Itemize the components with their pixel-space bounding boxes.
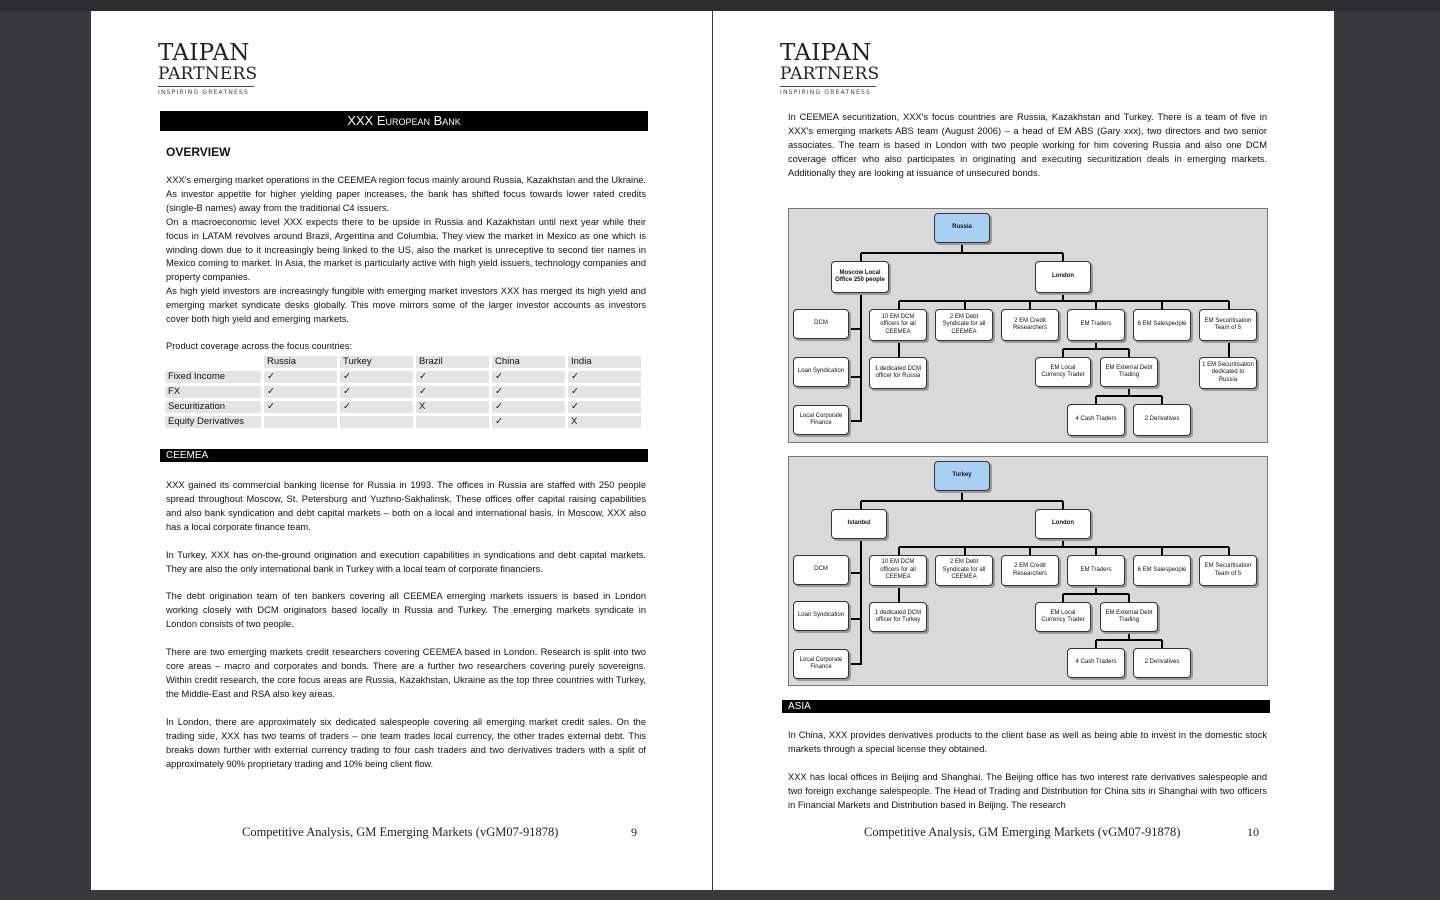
em-debt-syndicate-node: 2 EM Debt Syndicate for all CEEMEA	[935, 555, 993, 586]
row-header: Equity Derivatives	[165, 416, 261, 428]
logo-line-1: TAIPAN	[780, 40, 872, 66]
table-cell: ✓	[340, 386, 413, 398]
column-header: Russia	[264, 356, 337, 368]
table-row	[165, 401, 641, 413]
em-credit-researchers-node: 2 EM Credit Researchers	[1001, 309, 1059, 341]
column-header: Turkey	[340, 356, 413, 368]
table-cell: ✓	[492, 401, 565, 413]
ceemea-paragraph: XXX gained its commercial banking license for Russia in 1993. The offices in Russia are staffed with 250 people spread throughout Moscow, St. Petersburg and Yuzhno-Sakhalinsk. These offices offer capital raising capabilities and also bank syndication and debt capital markets – both on a local and international basis. In Moscow, XXX also has a local corporate finance team.	[166, 480, 646, 532]
overview-heading: OVERVIEW	[166, 145, 231, 159]
dedicated-dcm-officer-node: 1 dedicated DCM officer for Russia	[869, 357, 927, 389]
derivatives-node: 2 Derivatives	[1133, 404, 1191, 436]
asia-paragraph: XXX has local offices in Beijing and Shanghai. The Beijing office has two interest rate derivatives salespeople and two foreign exchange salespeople. The Head of Trading and Distribution for China sits in Shanghai with two officers in Financial Markets and Distribution based in Beijing. The research	[788, 771, 1267, 810]
asia-text	[788, 729, 1267, 813]
table-cell: ✓	[492, 371, 565, 383]
ceemea-paragraph: In Turkey, XXX has on-the-ground origination and execution capabilities in syndications and debt capital markets. They are also the only international bank in Turkey with a local team of corporate financiers.	[166, 549, 646, 574]
column-header: China	[492, 356, 565, 368]
em-external-debt-trading-node: EM External Debt Trading	[1100, 602, 1158, 632]
row-header: Securitization	[165, 401, 261, 413]
table-row	[165, 371, 641, 383]
table-cell: X	[416, 401, 489, 413]
table-row	[165, 416, 641, 428]
ceemea-text	[166, 479, 646, 771]
table-cell: ✓	[340, 401, 413, 413]
ceemea-paragraph: There are two emerging markets credit researchers covering CEEMEA based in London. Research is split into two core areas – macro and corporates and bonds. There are a further two researchers covering purely sovereigns. Within credit research, the core focus areas are Russia, Kazakhstan, Ukraine as the top three countries with Turkey, the Middle-East and RSA also key areas.	[166, 647, 646, 699]
coverage-label: Product coverage across the focus countries:	[166, 341, 353, 351]
table-cell: ✓	[416, 386, 489, 398]
asia-paragraph: In China, XXX provides derivatives products to the client base as well as being able to invest in the domestic stock markets through a special license they obtained.	[788, 730, 1267, 754]
table-row	[165, 386, 641, 398]
page-number: 10	[1247, 825, 1259, 839]
em-securitisation-node: EM Securitisation Team of 5	[1199, 309, 1257, 341]
loan-syndication-node: Loan Syndication	[793, 601, 849, 631]
em-local-currency-trader-node: EM Local Currency Trader	[1035, 357, 1091, 387]
overview-text	[166, 174, 646, 327]
page-footer: Competitive Analysis, GM Emerging Markets (vGM07-91878)	[864, 825, 1181, 839]
logo-line-1: TAIPAN	[158, 40, 250, 66]
securitization-intro	[788, 111, 1267, 181]
em-traders-node: EM Traders	[1067, 309, 1125, 341]
table-header-row	[165, 356, 641, 368]
table-cell: ✓	[264, 401, 337, 413]
table-cell: X	[568, 416, 641, 428]
logo-tagline: INSPIRING GREATNESS	[158, 86, 254, 96]
row-header: FX	[165, 386, 261, 398]
ceemea-section-bar: CEEMEA	[160, 449, 648, 462]
istanbul-node: Istanbul	[831, 509, 887, 539]
table-cell: ✓	[492, 386, 565, 398]
loan-syndication-node: Loan Syndication	[793, 357, 849, 387]
intro-paragraph: In CEEMEA securitization, XXX's focus countries are Russia, Kazakhstan and Turkey. There is a team of five in XXX's emerging markets ABS team (August 2006) – a head of EM ABS (Gary xxx), two directors and two senior associates. The team is based in London with two people working for him covering Russia and also one DCM coverage officer who also participates in originating and executing securitization deals in emerging markets. Additionally they are looking at issuance of unsecured bonds.	[788, 112, 1267, 178]
overview-paragraph: On a macroeconomic level XXX expects there to be upside in Russia and Kazakhstan until next year while their focus in LATAM revolves around Brazil, Argentina and Columbia. They view the market in Mexico as one which is winding down due to it increasingly being linked to the US, also the market is unreceptive to second tier names in Mexico coming to market. In Asia, the market is particularly active with high yield issuers, technology companies and property companies.	[166, 216, 646, 283]
table-cell: ✓	[568, 401, 641, 413]
em-traders-node: EM Traders	[1067, 555, 1125, 586]
table-cell: ✓	[416, 371, 489, 383]
em-dcm-officers-node: 10 EM DCM officers for all CEEMEA	[869, 555, 927, 586]
local-corporate-finance-node: Local Corporate Finance	[793, 405, 849, 435]
russia-org-chart	[788, 208, 1268, 443]
em-dcm-officers-node: 10 EM DCM officers for all CEEMEA	[869, 309, 927, 341]
dcm-node: DCM	[793, 309, 849, 339]
column-header: Brazil	[416, 356, 489, 368]
em-securitisation-russia-node: 1 EM Securitisation dedicated to Russia	[1199, 357, 1257, 389]
russia-root-node: Russia	[934, 213, 990, 243]
local-corporate-finance-node: Local Corporate Finance	[793, 649, 849, 679]
em-securitisation-node: EM Securitisation Team of 5	[1199, 555, 1257, 586]
taipan-partners-logo	[780, 41, 890, 96]
page-number: 9	[631, 825, 637, 839]
em-salespeople-node: 6 EM Salespeople	[1133, 555, 1191, 586]
turkey-root-node: Turkey	[934, 461, 990, 491]
turkey-org-chart	[788, 456, 1268, 686]
moscow-local-office-node: Moscow Local Office 250 people	[831, 261, 889, 293]
page-footer: Competitive Analysis, GM Emerging Markets (vGM07-91878)	[242, 825, 559, 839]
em-salespeople-node: 6 EM Salespeople	[1133, 309, 1191, 341]
em-local-currency-trader-node: EM Local Currency Trader	[1035, 602, 1091, 632]
em-credit-researchers-node: 2 EM Credit Researchers	[1001, 555, 1059, 586]
table-cell	[416, 416, 489, 428]
product-coverage-table	[162, 353, 644, 431]
table-cell: ✓	[492, 416, 565, 428]
column-header: India	[568, 356, 641, 368]
dcm-node: DCM	[793, 555, 849, 585]
table-cell	[264, 416, 337, 428]
overview-paragraph: XXX's emerging market operations in the CEEMEA region focus mainly around Russia, Kazakhstan and the Ukraine. As investor appetite for higher yielding paper increases, the bank has shifted focus towards lower rated credits (single-B names) away from the traditional C4 issuers.	[166, 175, 646, 213]
document-page-9	[91, 11, 712, 890]
table-cell	[340, 416, 413, 428]
row-header: Fixed Income	[165, 371, 261, 383]
asia-section-bar: ASIA	[782, 700, 1270, 713]
derivatives-node: 2 Derivatives	[1133, 648, 1191, 678]
london-node: London	[1035, 509, 1091, 539]
dedicated-dcm-officer-node: 1 dedicated DCM officer for Turkey	[869, 602, 927, 632]
bank-title-bar: XXX European Bank	[160, 111, 648, 131]
ceemea-paragraph: The debt origination team of ten bankers covering all CEEMEA emerging markets issuers is based in London working closely with DCM originators based locally in Russia and Turkey. The emerging markets syndicate in London consists of two people.	[166, 591, 646, 630]
cash-traders-node: 4 Cash Traders	[1067, 404, 1125, 436]
em-debt-syndicate-node: 2 EM Debt Syndicate for all CEEMEA	[935, 309, 993, 341]
table-cell: ✓	[568, 386, 641, 398]
overview-paragraph: As high yield investors are increasingly fungible with emerging market investors XXX has merged its high yield and emerging market syndicate desks globally. This move mirrors some of the larger investor accounts as investors cover both high yield and emerging markets.	[166, 286, 646, 325]
ceemea-paragraph: In London, there are approximately six dedicated salespeople covering all emerging market credit sales. On the trading side, XXX has two teams of traders – one team trades local currency, the other trades external debt. This breaks down further with external currency trading to four cash traders and two derivatives traders with a split of approximately 90% proprietary trading and 10% being client flow.	[166, 716, 646, 769]
em-external-debt-trading-node: EM External Debt Trading	[1100, 357, 1158, 387]
table-cell: ✓	[568, 371, 641, 383]
table-cell: ✓	[264, 371, 337, 383]
logo-tagline: INSPIRING GREATNESS	[780, 86, 876, 96]
table-corner	[165, 356, 261, 368]
taipan-partners-logo	[158, 41, 268, 96]
table-cell: ✓	[340, 371, 413, 383]
viewer-top-strip	[0, 0, 1440, 11]
logo-line-2: PARTNERS	[780, 64, 880, 84]
london-node: London	[1035, 261, 1091, 293]
logo-line-2: PARTNERS	[158, 64, 258, 84]
document-page-10	[713, 11, 1334, 890]
cash-traders-node: 4 Cash Traders	[1067, 648, 1125, 678]
table-cell: ✓	[264, 386, 337, 398]
